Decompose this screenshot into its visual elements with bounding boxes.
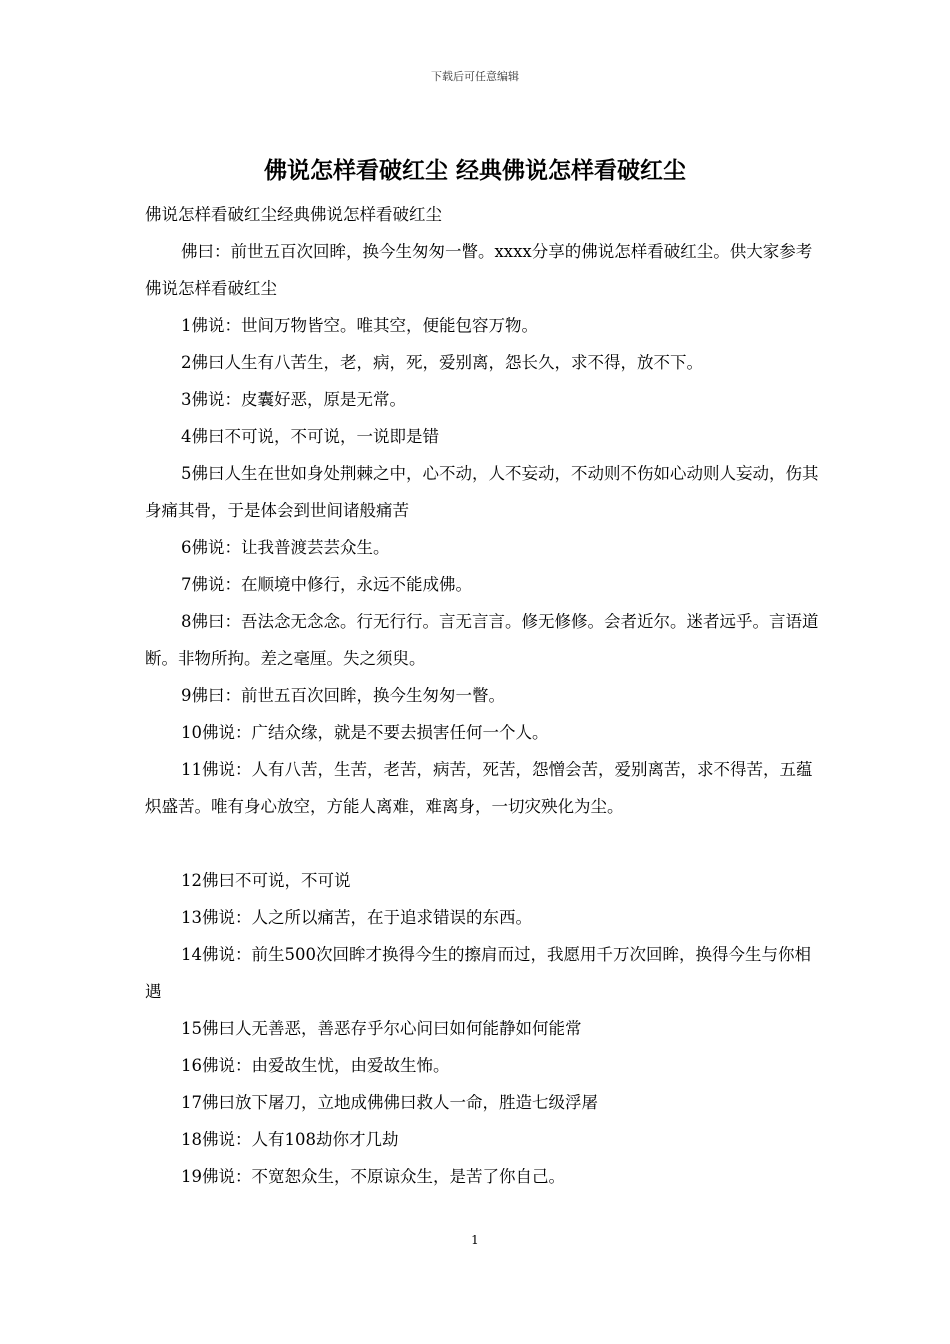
- list-item: 11佛说：人有八苦，生苦，老苦，病苦，死苦，怨憎会苦，爱别离苦，求不得苦，五蕴炽盛苦。唯有身心放空，方能人离难，难离身，一切灾殃化为尘。: [145, 760, 813, 816]
- paragraph-gap: [145, 825, 820, 862]
- header-note: 下载后可任意编辑: [431, 70, 519, 83]
- intro-paragraph: 佛曰：前世五百次回眸，换今生匆匆一瞥。xxxx分享的佛说怎样看破红尘。供大家参考佛说怎样看破红尘: [145, 242, 813, 298]
- list-item: 10佛说：广结众缘，就是不要去损害任何一个人。: [181, 723, 549, 742]
- document-title: 佛说怎样看破红尘 经典佛说怎样看破红尘: [263, 157, 686, 184]
- list-item: 3佛说：皮囊好恶，原是无常。: [181, 390, 406, 409]
- document-body: [145, 196, 820, 1195]
- list-item: 14佛说：前生500次回眸才换得今生的擦肩而过，我愿用千万次回眸，换得今生与你相遇: [145, 945, 811, 1001]
- list-item: 6佛说：让我普渡芸芸众生。: [181, 538, 390, 557]
- list-item: 13佛说：人之所以痛苦，在于追求错误的东西。: [181, 908, 532, 927]
- list-item: 8佛曰：吾法念无念念。行无行行。言无言言。修无修修。会者近尔。迷者远乎。言语道断。非物所拘。差之毫厘。失之须臾。: [145, 612, 819, 668]
- subtitle-line: 佛说怎样看破红尘经典佛说怎样看破红尘: [145, 205, 442, 224]
- list-item: 2佛曰人生有八苦生，老，病，死，爱别离，怨长久，求不得，放不下。: [181, 353, 703, 372]
- list-item: 18佛说：人有108劫你才几劫: [181, 1130, 399, 1149]
- list-item: 7佛说：在顺境中修行，永远不能成佛。: [181, 575, 472, 594]
- list-item: 15佛曰人无善恶，善恶存乎尔心问曰如何能静如何能常: [181, 1019, 582, 1038]
- list-item: 17佛曰放下屠刀，立地成佛佛曰救人一命，胜造七级浮屠: [181, 1093, 598, 1112]
- list-item: 1佛说：世间万物皆空。唯其空，便能包容万物。: [181, 316, 538, 335]
- list-item: 16佛说：由爱故生忧，由爱故生怖。: [181, 1056, 450, 1075]
- list-item: 4佛曰不可说，不可说，一说即是错: [181, 427, 439, 446]
- list-item: 5佛曰人生在世如身处荆棘之中，心不动，人不妄动，不动则不伤如心动则人妄动，伤其身痛其骨，于是体会到世间诸般痛苦: [145, 464, 819, 520]
- list-item: 12佛曰不可说，不可说: [181, 871, 351, 890]
- list-item: 19佛说：不宽恕众生，不原谅众生，是苦了你自己。: [181, 1167, 565, 1186]
- list-item: 9佛曰：前世五百次回眸，换今生匆匆一瞥。: [181, 686, 505, 705]
- page-number: 1: [471, 1233, 479, 1247]
